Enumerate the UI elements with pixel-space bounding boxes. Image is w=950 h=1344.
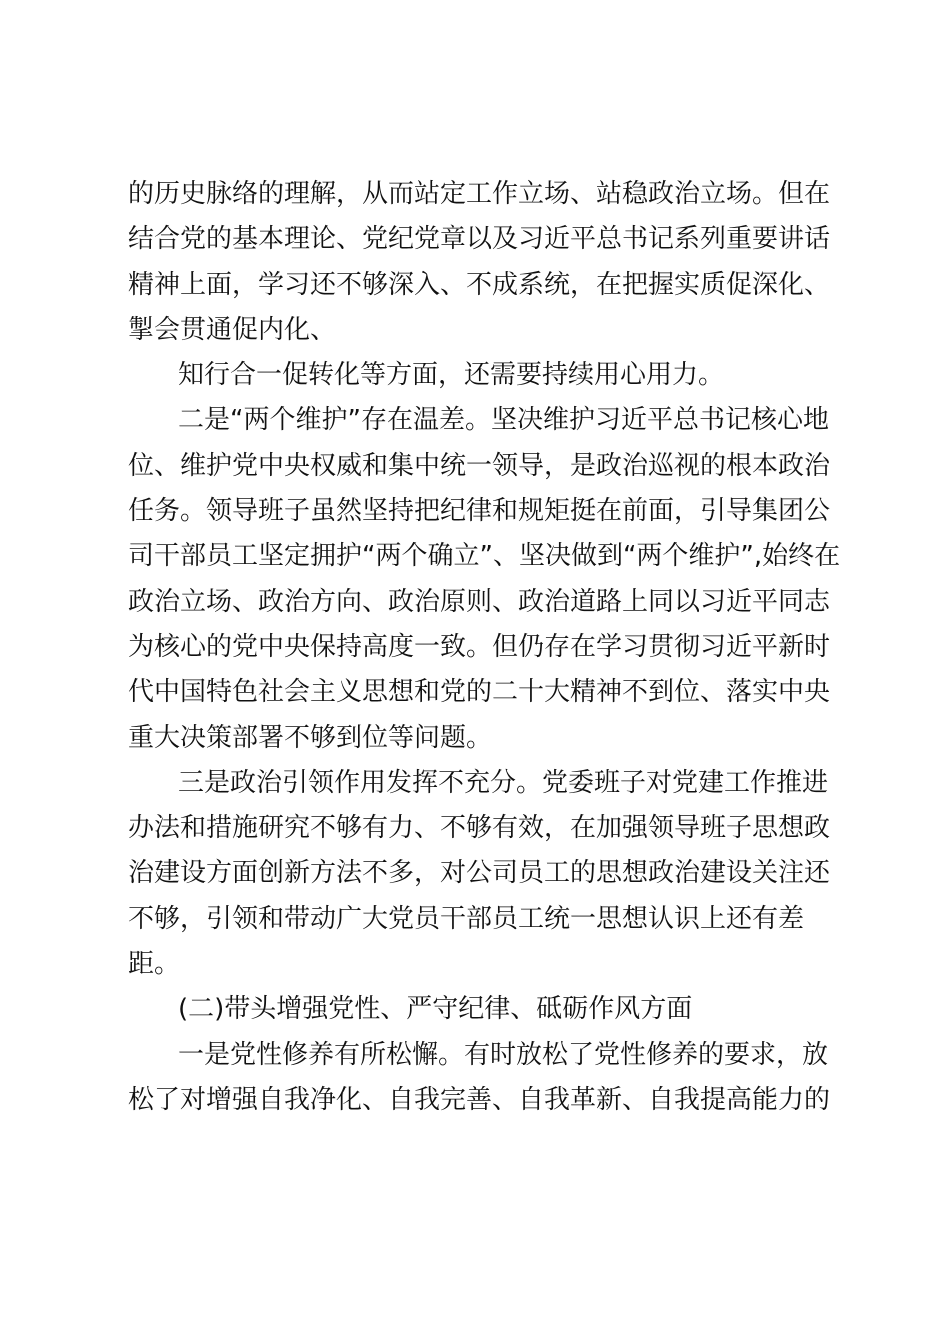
text-line-9: 司干部员工坚定拥护“两个确立”、坚决做到“两个维护”,始终在 [128, 541, 841, 572]
text-line-5: 知行合一促转化等方面，还需要持续用心用力。 [178, 360, 725, 391]
text-line-10: 政治立场、政治方向、政治原则、政治道路上同以习近平同志 [128, 586, 831, 617]
text-line-21: 松了对增强自我净化、自我完善、自我革新、自我提高能力的 [128, 1084, 831, 1115]
text-line-12: 代中国特色社会主义思想和党的二十大精神不到位、落实中央 [128, 677, 831, 708]
section-heading: (二)带头增强党性、严守纪律、砥砺作风方面 [178, 994, 693, 1025]
text-line-20: 一是党性修养有所松懈。有时放松了党性修养的要求，放 [178, 1039, 829, 1070]
text-line-14: 三是政治引领作用发挥不充分。党委班子对党建工作推进 [178, 767, 829, 798]
text-line-13: 重大决策部署不够到位等问题。 [128, 722, 493, 753]
text-line-4: 掣会贯通促内化、 [128, 314, 337, 345]
document-body [128, 172, 841, 1123]
text-line-18: 距。 [128, 949, 181, 980]
text-line-11: 为核心的党中央保持高度一致。但仍存在学习贯彻习近平新时 [128, 631, 831, 662]
text-line-2: 结合党的基本理论、党纪党章以及习近平总书记系列重要讲话 [128, 224, 831, 255]
text-line-1: 的历史脉络的理解，从而站定工作立场、站稳政治立场。但在 [128, 179, 831, 209]
text-line-8: 任务。领导班子虽然坚持把纪律和规矩挺在前面，引导集团公 [128, 496, 831, 527]
text-line-15: 办法和措施研究不够有力、不够有效，在加强领导班子思想政 [128, 813, 831, 844]
text-line-17: 不够，引领和带动广大党员干部员工统一思想认识上还有差 [128, 903, 805, 934]
text-line-6: 二是“两个维护”存在温差。坚决维护习近平总书记核心地 [178, 405, 829, 436]
text-line-16: 治建设方面创新方法不多，对公司员工的思想政治建设关注还 [128, 858, 831, 889]
text-line-7: 位、维护党中央权威和集中统一领导，是政治巡视的根本政治 [128, 450, 831, 481]
text-line-3: 精神上面，学习还不够深入、不成系统，在把握实质促深化、 [128, 269, 831, 300]
